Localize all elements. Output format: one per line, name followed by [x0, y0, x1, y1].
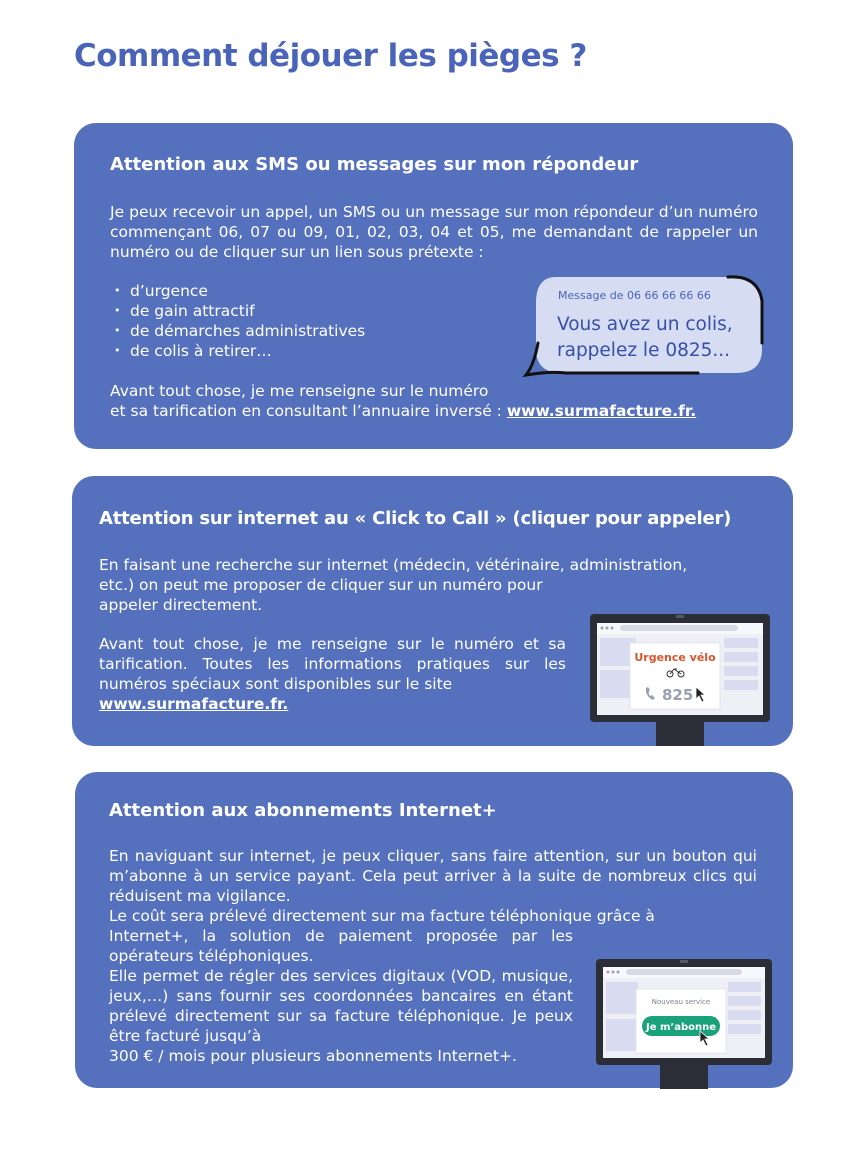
screen-subscribe-label: Je m’abonne: [646, 1022, 716, 1033]
click-p2: [99, 634, 566, 714]
internet-plus-card: [75, 772, 793, 1088]
internet-heading: Attention aux abonnements Internet+: [109, 800, 497, 821]
bubble-line1: Vous avez un colis,: [557, 314, 733, 335]
internet-p3: Elle permet de régler des services digitaux (VOD, musique, jeux,…) sans fournir ses coordonnées bancaires en étant prélevé directement sur sa facture téléphonique. Je peux être facturé jusqu’à: [109, 967, 573, 1045]
list-item: • d’urgence: [110, 281, 365, 301]
click-heading: Attention sur internet au « Click to Call » (cliquer pour appeler): [99, 508, 732, 529]
sms-outro: [110, 381, 750, 421]
surmafacture-link-2[interactable]: www.surmafacture.fr.: [99, 695, 289, 713]
sms-bubble-illustration: [522, 271, 768, 381]
list-item: • de colis à retirer…: [110, 341, 365, 361]
click-p1-line1: En faisant une recherche sur internet (médecin, vétérinaire, administration,: [99, 556, 688, 574]
sms-card: [74, 123, 793, 449]
bubble-sender: Message de 06 66 66 66 66: [558, 289, 711, 302]
internet-p2-rest: Internet+, la solution de paiement proposée par les opérateurs téléphoniques.: [109, 927, 573, 965]
screen-urgence-title: Urgence vélo: [634, 651, 716, 664]
sms-pretext-list: [110, 281, 365, 361]
page-title: Comment déjouer les pièges ?: [74, 38, 587, 74]
surmafacture-link[interactable]: www.surmafacture.fr.: [506, 402, 697, 420]
click-p2-text: Avant tout chose, je me renseigne sur le numéro et sa tarification. Toutes les informations pratiques sur les numéros spéciaux sont disponibles sur le site: [99, 635, 566, 693]
sms-heading: Attention aux SMS ou messages sur mon répondeur: [110, 154, 639, 175]
internet-p2-line1: Le coût sera prélevé directement sur ma facture téléphonique grâce à: [109, 907, 655, 925]
sms-outro-line1: Avant tout chose, je me renseigne sur le numéro: [110, 382, 489, 400]
bubble-line2: rappelez le 0825...: [557, 340, 731, 361]
internet-p1: En naviguant sur internet, je peux cliquer, sans faire attention, sur un bouton qui m’abonne à un service payant. Cela peut arriver à la suite de nombreux clics qui réduisent ma vigilance.: [109, 847, 757, 905]
internet-plus-monitor-illustration: [596, 959, 772, 1089]
list-item: • de démarches administratives: [110, 321, 365, 341]
screen-number: 825: [662, 686, 694, 704]
click-to-call-card: [72, 476, 793, 746]
click-to-call-monitor-illustration: [590, 614, 770, 746]
internet-p4: 300 € / mois pour plusieurs abonnements Internet+.: [109, 1047, 517, 1065]
sms-intro: Je peux recevoir un appel, un SMS ou un message sur mon répondeur d’un numéro commençant 06, 07 ou 09, 01, 02, 03, 04 et 05, me demandant de rappeler un numéro ou de cliquer sur un lien sous prétexte :: [110, 203, 758, 261]
screen-service-label: Nouveau service: [651, 998, 711, 1006]
list-item: • de gain attractif: [110, 301, 365, 321]
click-p1-rest: etc.) on peut me proposer de cliquer sur un numéro pour appeler directement.: [99, 576, 543, 614]
sms-outro-line2: et sa tarification en consultant l’annuaire inversé :: [110, 402, 507, 420]
